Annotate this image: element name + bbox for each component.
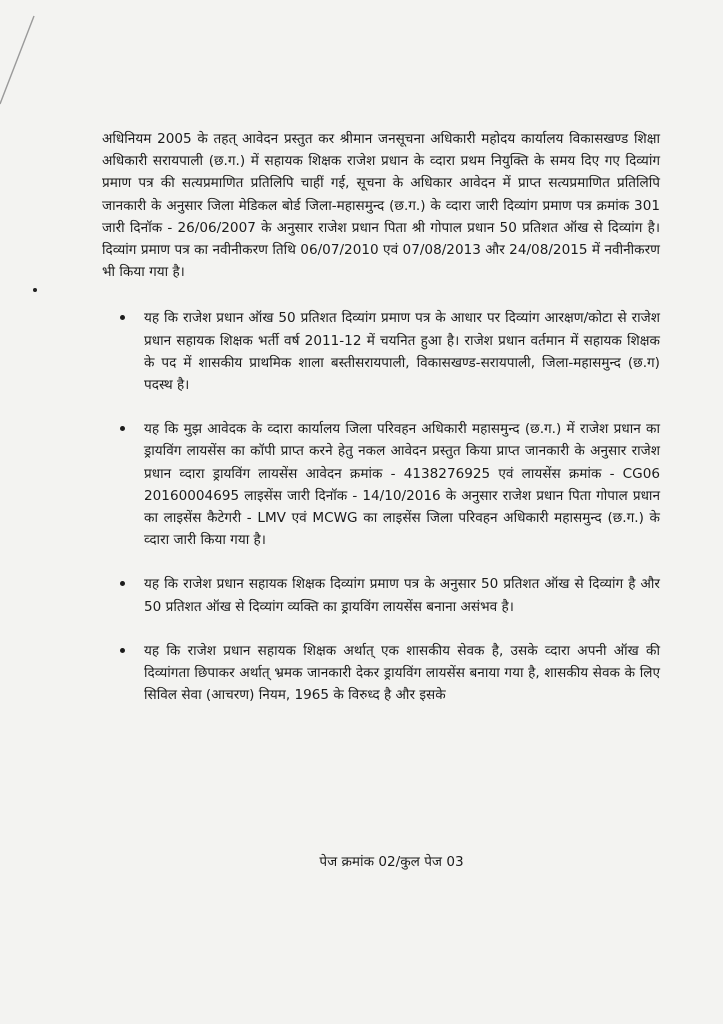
list-item-text: यह कि राजेश प्रधान सहायक शिक्षक दिव्यांग प्रमाण पत्र के अनुसार 50 प्रतिशत ऑख से दिव्यांग है और 50 प्रतिशत ऑख से दिव्यांग व्यक्ति का ड्रायविंग लायसेंस बनाना असंभव है। — [144, 576, 660, 615]
document-body — [102, 128, 660, 706]
list-item — [102, 573, 660, 617]
intro-paragraph: अधिनियम 2005 के तहत् आवेदन प्रस्तुत कर श्रीमान जनसूचना अधिकारी महोदय कार्यालय विकासखण्ड शिक्षा अधिकारी सरायपाली (छ.ग.) में सहायक शिक्षक राजेश प्रधान के व्दारा प्रथम नियुक्ति के समय दिए गए दिव्यांग प्रमाण पत्र की सत्यप्रमाणित प्रतिलिपि चाहीं गई, सूचना के अधिकार आवेदन में प्राप्त सत्यप्रमाणित प्रतिलिपि जानकारी के अनुसार जिला मेडिकल बोर्ड जिला-महासमुन्द (छ.ग.) के व्दारा जारी दिव्यांग प्रमाण पत्र क्रमांक 301 जारी दिनॉक - 26/06/2007 के अनुसार राजेश प्रधान पिता श्री गोपाल प्रधान 50 प्रतिशत ऑख से दिव्यांग है। दिव्यांग प्रमाण पत्र का नवीनीकरण तिथि 06/07/2010 एवं 07/08/2013 और 24/08/2015 में नवीनीकरण भी किया गया है। — [102, 131, 660, 281]
bullet-icon — [120, 315, 125, 320]
bullet-icon — [120, 581, 125, 586]
list-item — [102, 640, 660, 707]
bullet-list — [102, 307, 660, 706]
bullet-icon — [120, 648, 125, 653]
page-fold-mark — [0, 0, 60, 110]
list-item-text: यह कि राजेश प्रधान सहायक शिक्षक अर्थात् एक शासकीय सेवक है, उसके व्दारा अपनी ऑख की दिव्यांगता छिपाकर अर्थात् भ्रमक जानकारी देकर ड्रायविंग लायसेंस बनाया गया है, शासकीय सेवक के लिए सिविल सेवा (आचरण) नियम, 1965 के विरुध्द है और इसके — [144, 642, 660, 704]
bullet-icon — [120, 426, 125, 431]
stray-dot-mark — [33, 288, 37, 292]
list-item — [102, 418, 660, 551]
list-item — [102, 307, 660, 396]
list-item-text: यह कि राजेश प्रधान ऑख 50 प्रतिशत दिव्यांग प्रमाण पत्र के आधार पर दिव्यांग आरक्षण/कोटा से राजेश प्रधान सहायक शिक्षक भर्ती वर्ष 2011-12 में चयनित हुआ है। राजेश प्रधान वर्तमान में सहायक शिक्षक के पद में शासकीय प्राथमिक शाला बस्तीसरायपाली, विकासखण्ड-सरायपाली, जिला-महासमुन्द (छ.ग) पदस्थ है। — [144, 310, 660, 394]
list-item-text: यह कि मुझ आवेदक के व्दारा कार्यालय जिला परिवहन अधिकारी महासमुन्द (छ.ग.) में राजेश प्रधान का ड्रायविंग लायसेंस का कॉपी प्राप्त करने हेतु नकल आवेदन प्रस्तुत किया प्राप्त जानकारी के अनुसार राजेश प्रधान व्दारा ड्रायविंग लायसेंस आवेदन क्रमांक - 4138276925 एवं लायसेंस क्रमांक - CG06 20160004695 लाइसेंस जारी दिनॉक - 14/10/2016 के अनुसार राजेश प्रधान पिता गोपाल प्रधान का लाइसेंस कैटेगरी - LMV एवं MCWG का लाइसेंस जिला परिवहन अधिकारी महासमुन्द (छ.ग.) के व्दारा जारी किया गया है। — [144, 421, 660, 549]
page-number: पेज क्रमांक 02/कुल पेज 03 — [319, 854, 464, 870]
